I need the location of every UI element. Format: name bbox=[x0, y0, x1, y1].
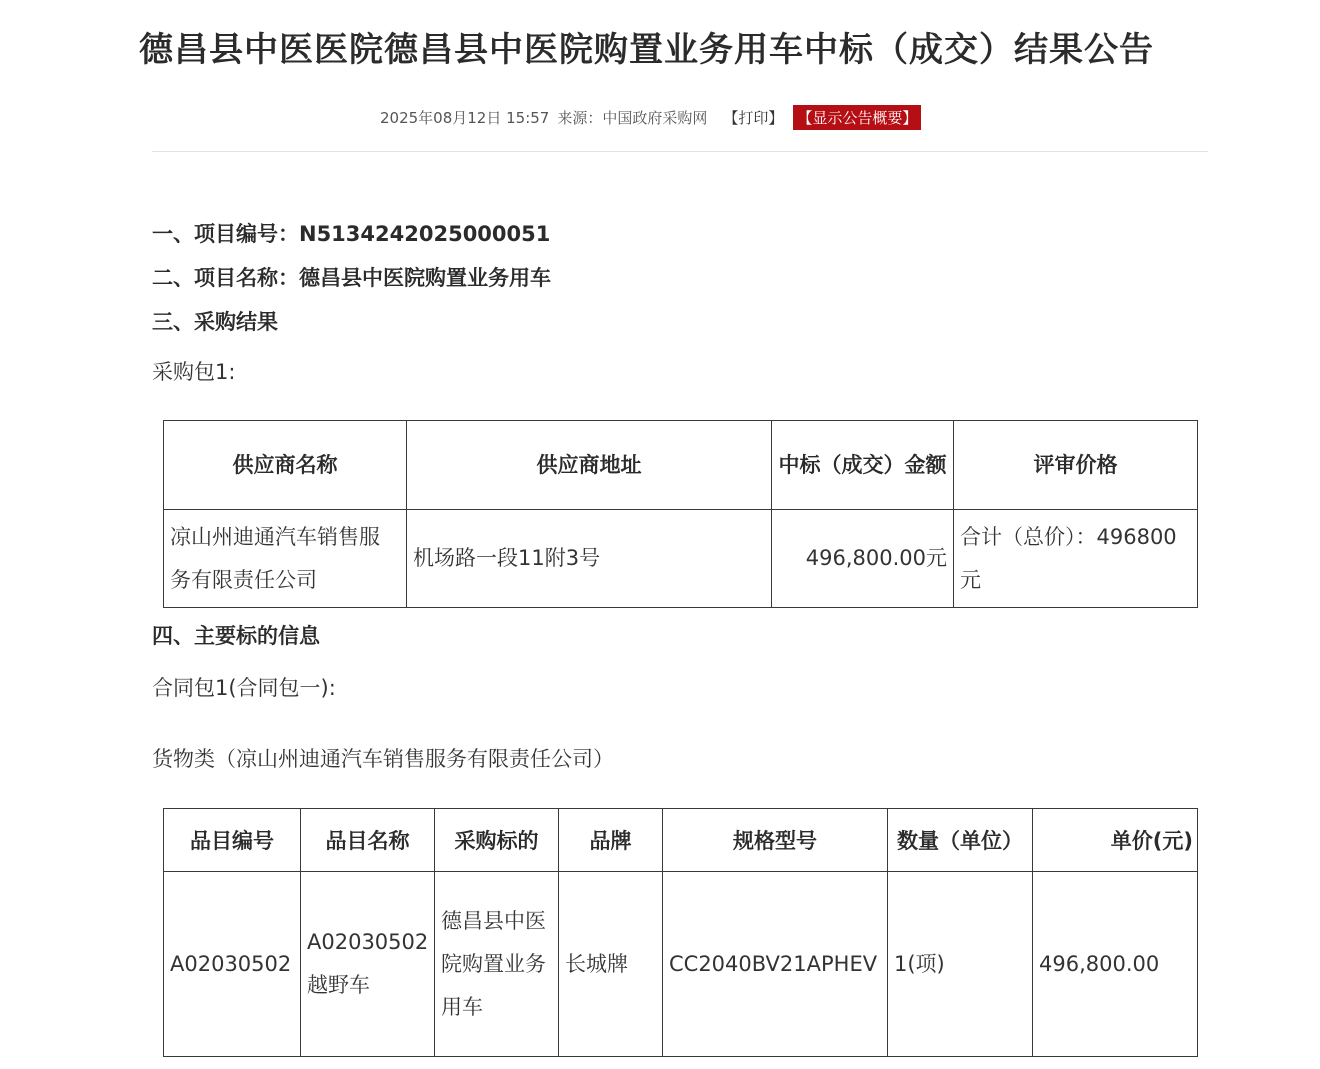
cell-supplier-address: 机场路一段11附3号 bbox=[407, 510, 772, 608]
header-item-code: 品目编号 bbox=[164, 809, 301, 872]
cell-item-code: A02030502 bbox=[164, 872, 301, 1057]
cell-award-amount: 496,800.00元 bbox=[772, 510, 954, 608]
package-label: 采购包1: bbox=[152, 360, 236, 384]
cell-brand: 长城牌 bbox=[559, 872, 663, 1057]
section-procurement-result: 三、采购结果 bbox=[152, 310, 278, 334]
cell-quantity: 1(项) bbox=[888, 872, 1033, 1057]
goods-table bbox=[163, 808, 1198, 1057]
cell-supplier-name: 凉山州迪通汽车销售服务有限责任公司 bbox=[164, 510, 407, 608]
header-quantity: 数量（单位） bbox=[888, 809, 1033, 872]
source-label: 来源： bbox=[557, 108, 603, 127]
contract-package-label: 合同包1(合同包一): bbox=[152, 676, 336, 700]
project-name: 二、项目名称：德昌县中医院购置业务用车 bbox=[152, 266, 551, 290]
header-divider bbox=[152, 151, 1208, 152]
article-meta bbox=[380, 104, 921, 130]
publish-datetime: 2025年08月12日 15:57 bbox=[380, 108, 550, 127]
page-title: 德昌县中医医院德昌县中医院购置业务用车中标（成交）结果公告 bbox=[139, 30, 1154, 70]
header-brand: 品牌 bbox=[559, 809, 663, 872]
goods-category-label: 货物类（凉山州迪通汽车销售服务有限责任公司） bbox=[152, 747, 614, 771]
table-header-row bbox=[164, 809, 1198, 872]
header-model: 规格型号 bbox=[663, 809, 888, 872]
table-row bbox=[164, 510, 1198, 608]
cell-procurement-subject: 德昌县中医院购置业务用车 bbox=[435, 872, 559, 1057]
header-procurement-subject: 采购标的 bbox=[435, 809, 559, 872]
cell-review-price: 合计（总价）：496800元 bbox=[954, 510, 1198, 608]
cell-unit-price: 496,800.00 bbox=[1033, 872, 1198, 1057]
table-row bbox=[164, 872, 1198, 1057]
header-item-name: 品目名称 bbox=[301, 809, 435, 872]
result-table bbox=[163, 420, 1198, 608]
header-supplier-name: 供应商名称 bbox=[164, 421, 407, 510]
header-review-price: 评审价格 bbox=[954, 421, 1198, 510]
source-link[interactable]: 中国政府采购网 bbox=[602, 108, 708, 127]
table-header-row bbox=[164, 421, 1198, 510]
section-main-items: 四、主要标的信息 bbox=[152, 624, 320, 648]
print-button[interactable]: 【打印】 bbox=[723, 108, 784, 127]
header-supplier-address: 供应商地址 bbox=[407, 421, 772, 510]
project-number: 一、项目编号：N5134242025000051 bbox=[152, 222, 551, 246]
cell-item-name: A02030502越野车 bbox=[301, 872, 435, 1057]
show-summary-button[interactable]: 【显示公告概要】 bbox=[793, 105, 921, 130]
header-unit-price: 单价(元) bbox=[1033, 809, 1198, 872]
cell-model: CC2040BV21APHEV bbox=[663, 872, 888, 1057]
header-award-amount: 中标（成交）金额 bbox=[772, 421, 954, 510]
